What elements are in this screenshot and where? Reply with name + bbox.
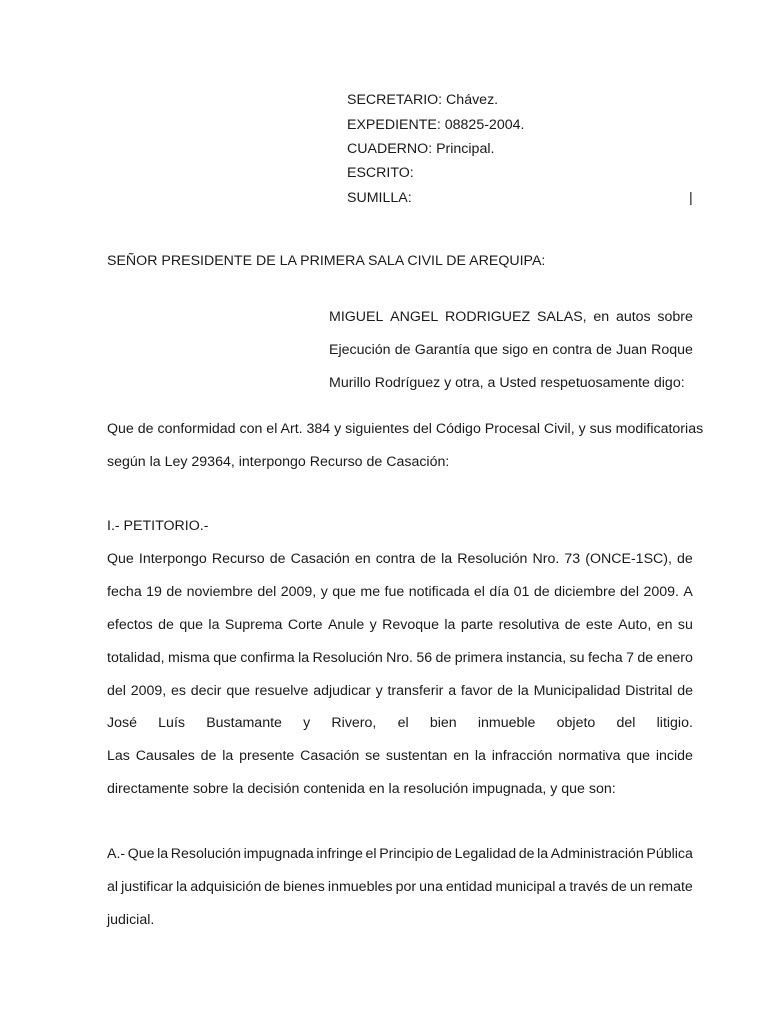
word: y	[303, 715, 311, 731]
word: bien	[429, 715, 457, 731]
word: Principio	[379, 846, 434, 862]
petitorio-line-3-text	[107, 616, 693, 634]
word: diciembre	[554, 584, 616, 600]
word: (ONCE-1SC),	[585, 551, 672, 567]
word: de	[420, 551, 436, 567]
word: Nro.	[386, 650, 413, 666]
word: de	[677, 683, 693, 699]
word: inmueble	[477, 715, 536, 731]
word: fecha	[107, 584, 142, 600]
intro-line-2	[329, 341, 693, 359]
word: adquisición	[190, 879, 262, 895]
word: fue	[384, 584, 405, 600]
word: del	[107, 683, 126, 699]
word: la	[517, 683, 529, 699]
word: incide	[655, 748, 693, 764]
word: objeto	[556, 715, 596, 731]
word: misma	[168, 650, 210, 666]
word: Ejecución	[329, 342, 391, 358]
word: Municipalidad	[533, 683, 621, 699]
word: es	[171, 683, 186, 699]
petitorio-line-7	[107, 747, 693, 765]
word: José	[107, 715, 137, 731]
word: sustentan	[385, 748, 448, 764]
word: se	[365, 748, 381, 764]
petitorio-line-4	[107, 649, 693, 667]
word: transferir	[387, 683, 444, 699]
word: A.-	[107, 846, 126, 862]
word: por	[395, 879, 417, 895]
word: resolutiva	[498, 617, 560, 633]
word: su	[569, 650, 585, 666]
word: de	[394, 342, 411, 358]
word: a	[558, 879, 567, 895]
word: que	[213, 650, 237, 666]
word: normativa	[558, 748, 621, 764]
word: 01	[513, 584, 530, 600]
word: en	[453, 748, 470, 764]
word: de	[596, 342, 612, 358]
word: litigio.	[656, 715, 693, 731]
word: la	[474, 748, 486, 764]
word: la	[298, 650, 310, 666]
intro-line-2-text	[329, 341, 693, 359]
word: notificada	[408, 584, 470, 600]
word: este	[585, 617, 613, 633]
petitorio-line-4-text	[107, 649, 693, 667]
word: de	[166, 584, 183, 600]
causal-a-line-2	[107, 878, 693, 896]
word: del	[616, 715, 636, 731]
preamble-line-1: Que de conformidad con el Art. 384 y siguientes del Código Procesal Civil, y sus modificatorias	[107, 421, 704, 437]
word: autos	[615, 309, 651, 325]
word: Nro.	[532, 551, 560, 567]
word: SALAS,	[536, 309, 587, 325]
petitorio-line-7-text	[107, 747, 693, 765]
word: sobre	[657, 309, 693, 325]
word: Revoque	[382, 617, 439, 633]
word: confirma	[240, 650, 295, 666]
word: Interpongo	[138, 551, 207, 567]
word: través	[569, 879, 608, 895]
word: de	[264, 879, 281, 895]
word: Juan	[616, 342, 647, 358]
escrito-line: ESCRITO:	[347, 165, 414, 181]
preamble-line-2: según la Ley 29364, interpongo Recurso de Casación:	[107, 454, 450, 470]
word: y	[369, 617, 377, 633]
petitorio-line-3	[107, 616, 693, 634]
word: a	[448, 683, 457, 699]
causal-a-line-3: judicial.	[107, 912, 155, 928]
word: la	[222, 748, 234, 764]
word: el	[365, 846, 377, 862]
word: MIGUEL	[329, 309, 384, 325]
expediente-line: EXPEDIENTE: 08825-2004.	[347, 117, 525, 133]
word: de	[497, 683, 513, 699]
word: de	[677, 551, 693, 567]
petitorio-line-8: directamente sobre la decisión contenida en la resolución impugnada, y que son:	[107, 781, 616, 797]
petitorio-line-2	[107, 583, 693, 601]
word: de	[158, 617, 174, 633]
causal-a-line-2-text	[107, 878, 693, 896]
petitorio-line-6	[107, 714, 693, 732]
word: Garantía	[414, 342, 470, 358]
word: Que	[127, 846, 155, 862]
word: en	[593, 309, 610, 325]
word: Casación	[300, 748, 360, 764]
word: resuelve	[254, 683, 309, 699]
word: Resolución	[457, 551, 528, 567]
word: que	[332, 584, 356, 600]
word: efectos	[107, 617, 153, 633]
petitorio-heading: I.- PETITORIO.-	[107, 518, 209, 534]
word: Pública	[646, 846, 693, 862]
word: 73	[564, 551, 581, 567]
word: Resolución	[170, 846, 241, 862]
word: contra	[375, 551, 416, 567]
word: infringe	[316, 846, 363, 862]
word: instancia,	[506, 650, 567, 666]
petitorio-line-5	[107, 682, 693, 700]
word: parte	[460, 617, 494, 633]
word: que	[474, 342, 498, 358]
word: de	[564, 617, 581, 633]
word: 2009,	[280, 584, 317, 600]
word: entidad	[445, 879, 493, 895]
word: 7	[626, 650, 634, 666]
word: Resolución	[312, 650, 383, 666]
causal-a-line-1-text	[107, 845, 693, 863]
word: Causales	[135, 748, 195, 764]
word: decir	[190, 683, 222, 699]
word: en	[354, 551, 371, 567]
word: un	[629, 879, 646, 895]
word: Suprema	[224, 617, 283, 633]
word: Rivero,	[331, 715, 377, 731]
word: infracción	[491, 748, 553, 764]
sumilla-line: SUMILLA:	[347, 190, 412, 206]
word: Anule	[327, 617, 365, 633]
word: su	[677, 617, 693, 633]
word: totalidad,	[107, 650, 165, 666]
word: de	[611, 879, 627, 895]
word: municipal	[495, 879, 556, 895]
word: que	[626, 748, 651, 764]
word: la	[444, 617, 456, 633]
word: presente	[239, 748, 295, 764]
word: del	[257, 584, 277, 600]
secretario-line: SECRETARIO: Chávez.	[347, 92, 499, 108]
word: bienes	[283, 879, 325, 895]
word: favor	[460, 683, 493, 699]
word: de	[518, 846, 535, 862]
petitorio-line-1	[107, 550, 693, 568]
word: que	[179, 617, 204, 633]
word: fecha	[587, 650, 623, 666]
word: en	[656, 617, 673, 633]
word: día	[489, 584, 510, 600]
word: 2009.	[643, 584, 679, 600]
word: y	[320, 584, 328, 600]
word: la	[441, 551, 453, 567]
word: una	[419, 879, 443, 895]
word: y	[375, 683, 383, 699]
word: enero	[656, 650, 693, 666]
word: el	[397, 715, 409, 731]
word: Luís	[158, 715, 185, 731]
word: 19	[146, 584, 162, 600]
word: adjudicar	[313, 683, 371, 699]
word: noviembre	[186, 584, 253, 600]
petitorio-line-6-text	[107, 714, 693, 732]
word: la	[537, 846, 549, 862]
word: Las	[107, 748, 130, 764]
text-cursor: |	[689, 190, 693, 206]
word: de	[200, 748, 217, 764]
word: Que	[107, 551, 134, 567]
word: de	[637, 650, 654, 666]
word: la	[208, 617, 220, 633]
intro-line-3: Murillo Rodríguez y otra, a Usted respetuosamente digo:	[329, 375, 685, 391]
word: Corte	[287, 617, 323, 633]
word: me	[360, 584, 381, 600]
word: de	[435, 650, 452, 666]
word: 2009,	[130, 683, 167, 699]
petitorio-line-1-text	[107, 550, 693, 568]
word: de	[269, 551, 286, 567]
petitorio-line-2-text	[107, 583, 693, 601]
word: que	[226, 683, 250, 699]
word: A	[683, 584, 693, 600]
word: contra	[552, 342, 592, 358]
word: Bustamante	[206, 715, 282, 731]
word: justificar	[121, 879, 174, 895]
intro-line-1-text	[329, 308, 693, 326]
word: en	[532, 342, 549, 358]
word: Distrital	[625, 683, 673, 699]
word: RODRIGUEZ	[445, 309, 531, 325]
word: al	[107, 879, 119, 895]
word: el	[473, 584, 485, 600]
petitorio-line-5-text	[107, 682, 693, 700]
word: primera	[454, 650, 503, 666]
word: Roque	[651, 342, 693, 358]
word: Legalidad	[454, 846, 517, 862]
word: de	[533, 584, 550, 600]
word: Administración	[550, 846, 644, 862]
word: la	[176, 879, 188, 895]
word: Casación	[290, 551, 350, 567]
addressee-line: SEÑOR PRESIDENTE DE LA PRIMERA SALA CIVIL DE AREQUIPA:	[107, 253, 546, 269]
word: 56	[416, 650, 433, 666]
word: de	[436, 846, 452, 862]
word: la	[157, 846, 169, 862]
intro-line-1	[329, 308, 693, 326]
word: inmuebles	[327, 879, 393, 895]
word: Auto,	[618, 617, 652, 633]
causal-a-line-1	[107, 845, 693, 863]
word: impugnada	[243, 846, 314, 862]
word: remate	[648, 879, 693, 895]
word: del	[620, 584, 639, 600]
word: Recurso	[211, 551, 265, 567]
cuaderno-line: CUADERNO: Principal.	[347, 141, 495, 157]
word: sigo	[502, 342, 529, 358]
word: ANGEL	[390, 309, 439, 325]
